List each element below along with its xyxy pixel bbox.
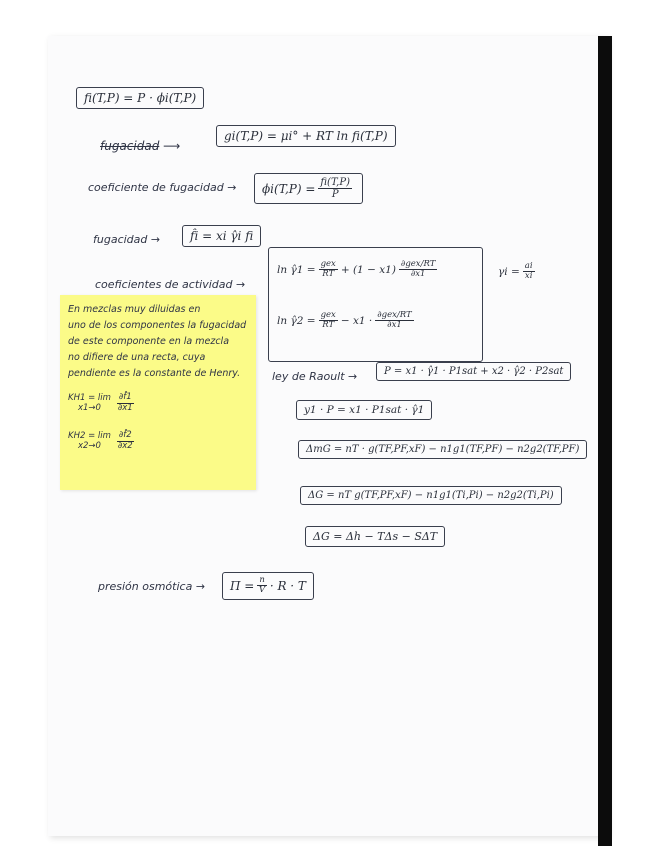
arrow-icon: ⟶ bbox=[163, 139, 181, 153]
activity-coefficient-label: coeficientes de actividad → bbox=[95, 278, 246, 291]
mixing-gibbs-eq: ΔmG = nT · g(TF,PF,xF) − n1g1(TF,PF) − n2g2(TF,PF) bbox=[306, 444, 580, 455]
fraction-numerator: fi(T,P) bbox=[320, 177, 350, 188]
henry-constant-2: KH2 = lim x2→0 $\frac{\partial f̂2}{\partial x2}$ bbox=[68, 430, 133, 452]
raoult-equilibrium-eq: y1 · P = x1 · P1sat · γ̂1 bbox=[304, 404, 425, 416]
fugacity-coefficient-fraction bbox=[318, 177, 352, 200]
mixture-fugacity-label: fugacidad → bbox=[93, 233, 161, 246]
sticky-note bbox=[60, 295, 256, 490]
sticky-note-line: no difiere de una recta, cuya bbox=[68, 352, 206, 363]
activity-coefficient-box bbox=[268, 247, 483, 362]
osmotic-pressure-box: Π = $\frac{n}{V}$ · R · T bbox=[222, 572, 314, 600]
fugacity-coefficient-box bbox=[254, 173, 363, 204]
fugacity-definition-eq: fi(T,P) = P · ϕi(T,P) bbox=[84, 91, 197, 105]
fugacity-coefficient-lhs: ϕi(T,P) = bbox=[262, 181, 316, 196]
sticky-note-line: pendiente es la constante de Henry. bbox=[68, 368, 241, 379]
raoult-law-label: ley de Raoult → bbox=[272, 370, 358, 383]
raoult-law-box bbox=[376, 362, 571, 381]
mixture-fugacity-eq: f̂i = xi γ̂i fi bbox=[190, 229, 254, 243]
delta-g-box bbox=[300, 486, 562, 505]
delta-g-enthalpy-box bbox=[305, 526, 445, 547]
delta-g-eq: ΔG = nT g(TF,PF,xF) − n1g1(Ti,Pi) − n2g2(Ti,Pi) bbox=[308, 490, 554, 501]
fugacity-label: fugacidad ⟶ bbox=[100, 139, 181, 153]
sticky-note-line: En mezclas muy diluidas en bbox=[68, 304, 201, 315]
raoult-law-eq: P = x1 · γ̂1 · P1sat + x2 · γ̂2 · P2sat bbox=[384, 366, 564, 377]
sticky-note-line: de este componente en la mezcla bbox=[68, 336, 230, 347]
scan-edge bbox=[598, 36, 612, 846]
henry-constant-1: KH1 = lim x1→0 $\frac{\partial f̂1}{\partial x1}$ bbox=[68, 392, 133, 414]
gibbs-fugacity-eq: gi(T,P) = μi° + RT ln fi(T,P) bbox=[224, 129, 388, 143]
fraction-denominator: P bbox=[331, 189, 339, 200]
delta-g-enthalpy-eq: ΔG = Δh − TΔs − SΔT bbox=[313, 530, 438, 543]
fugacity-definition-box bbox=[76, 87, 204, 109]
fugacity-coefficient-label: coeficiente de fugacidad → bbox=[88, 181, 237, 194]
osmotic-pressure-label: presión osmótica → bbox=[98, 580, 206, 593]
activity-eq-2: ln γ̂2 = $\frac{\text{gex}}{RT}$ − x1 · $\frac{\text{∂gex/RT}}{\partial x1}$ bbox=[277, 310, 412, 331]
raoult-equilibrium-box bbox=[296, 400, 432, 420]
activity-eq-1: ln γ̂1 = $\frac{\text{gex}}{RT}$ + (1 − x1) $\frac{\text{∂gex/RT}}{\partial x1}$ bbox=[277, 259, 436, 280]
mixing-gibbs-box bbox=[298, 440, 587, 459]
sticky-note-line: uno de los componentes la fugacidad bbox=[68, 320, 247, 331]
gibbs-fugacity-box bbox=[216, 125, 396, 147]
mixture-fugacity-box bbox=[182, 225, 261, 247]
activity-coefficient-side-eq: γi = $\frac{ai}{xi}$ bbox=[498, 261, 533, 282]
